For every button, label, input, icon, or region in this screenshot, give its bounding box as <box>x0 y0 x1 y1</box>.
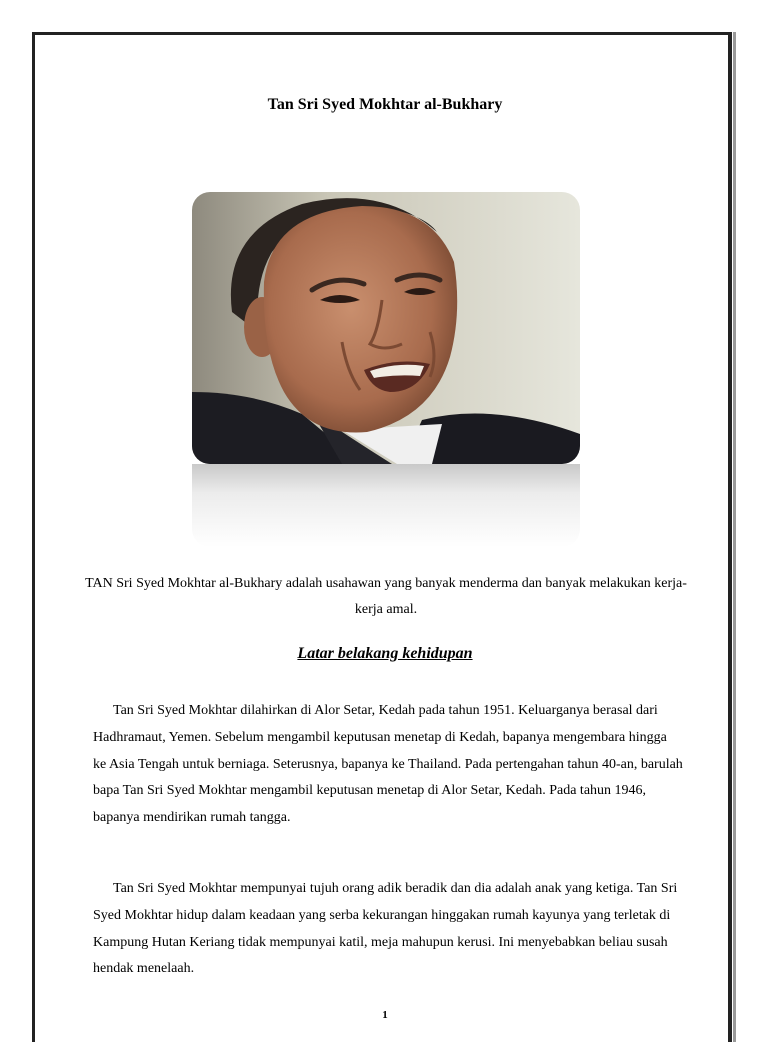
page-title: Tan Sri Syed Mokhtar al-Bukhary <box>267 96 503 113</box>
body-paragraph: Tan Sri Syed Mokhtar dilahirkan di Alor Setar, Kedah pada tahun 1951. Keluarganya berasal dari Hadhramaut, Yemen. Sebelum mengambil keputusan menetap di Kedah, bapanya mengembara hingga ke Asia Tengah untuk berniaga. Seterusnya, bapanya ke Thailand. Pada pertengahan tahun 40-an, barulah bapa Tan Sri Syed Mokhtar mengambil keputusan menetap di Alor Setar, Kedah. Pada tahun 1946, bapanya mendirikan rumah tangga. <box>93 703 683 826</box>
portrait-photo <box>192 192 580 464</box>
page-number: 1 <box>382 1009 388 1021</box>
document-page <box>32 32 732 1042</box>
intro-paragraph: TAN Sri Syed Mokhtar al-Bukhary adalah usahawan yang banyak menderma dan banyak melakukan kerja-kerja amal. <box>85 576 687 617</box>
portrait-figure <box>192 192 580 547</box>
body-paragraph: Tan Sri Syed Mokhtar mempunyai tujuh orang adik beradik dan dia adalah anak yang ketiga. Tan Sri Syed Mokhtar hidup dalam keadaan yang serba kekurangan hinggakan rumah kayunya yang terletak di Kampung Hutan Keriang tidak mempunyai katil, meja mahupun kerusi. Ini menyebabkan beliau susah hendak menelaah. <box>93 881 678 977</box>
portrait-reflection <box>192 464 580 547</box>
section-heading: Latar belakang kehidupan <box>297 645 473 662</box>
